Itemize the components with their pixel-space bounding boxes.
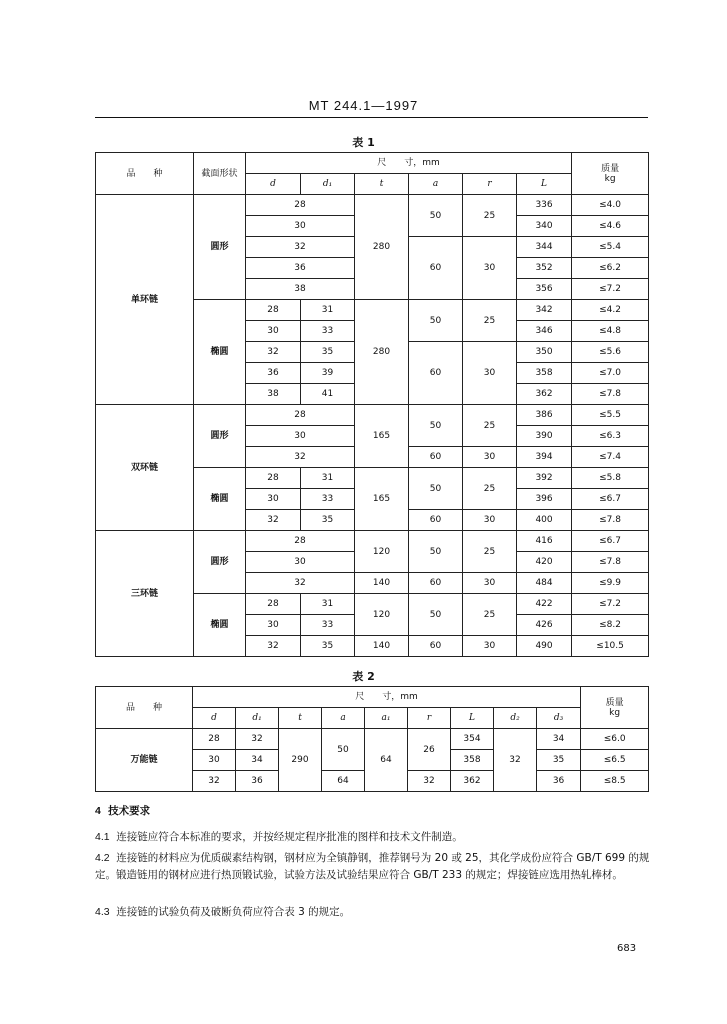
cell-mass: ≤7.2 [572,594,649,615]
cell-L: 336 [517,195,572,216]
cell-t: 280 [355,195,409,300]
cell-d: 38 [246,384,301,405]
cell-L: 386 [517,405,572,426]
cell-mass: ≤6.5 [581,750,649,771]
t2-col-d1: d₁ [236,708,279,729]
cell-mass: ≤7.2 [572,279,649,300]
cell-mass: ≤5.5 [572,405,649,426]
clause-4-1: 4.1 连接链应符合本标准的要求，并按经规定程序批准的图样和技术文件制造。 [95,831,463,843]
cell-L: 352 [517,258,572,279]
cell-d2: 32 [494,729,537,792]
t1-col-t: t [355,174,409,195]
cell-d: 32 [246,342,301,363]
cell-L: 490 [517,636,572,657]
cell-a: 50 [322,729,365,771]
variety-double: 双环链 [96,405,194,531]
cell-L: 420 [517,552,572,573]
variety-single: 单环链 [96,195,194,405]
cell-L: 354 [451,729,494,750]
cell-L: 362 [451,771,494,792]
t1-head-mass: 质量 kg [572,153,649,195]
cell-a: 50 [409,594,463,636]
cell-a: 60 [409,342,463,405]
cell-L: 390 [517,426,572,447]
cell-r: 25 [463,195,517,237]
cell-mass: ≤8.2 [572,615,649,636]
cell-mass: ≤7.4 [572,447,649,468]
cell-d1: 31 [301,300,355,321]
cell-a1: 64 [365,729,408,792]
cell-a: 60 [409,573,463,594]
cell-d1: 36 [236,771,279,792]
clause-4-2: 4.2 连接链的材料应为优质碳素结构钢，钢材应为全镇静钢，推荐钢号为 20 或 25，其化学成份应符合 GB/T 699 的规定。锻造链用的钢材应进行热顶锻试验，试验方法及试验结果应符合 GB/T 233 的规定；焊接链应选用热轧棒材。 [95,852,650,881]
cell-L: 342 [517,300,572,321]
cell-L: 392 [517,468,572,489]
cell-L: 356 [517,279,572,300]
cell-d1: 35 [301,342,355,363]
t1-col-a: a [409,174,463,195]
cell-d: 36 [246,258,355,279]
header-rule [95,117,648,118]
section-ellip: 椭圆 [194,300,246,405]
t2-col-a: a [322,708,365,729]
cell-mass: ≤6.7 [572,531,649,552]
variety-universal: 万能链 [96,729,193,792]
cell-d1: 34 [236,750,279,771]
cell-L: 396 [517,489,572,510]
cell-d: 30 [193,750,236,771]
cell-d: 30 [246,216,355,237]
cell-d: 32 [193,771,236,792]
cell-d: 28 [246,531,355,552]
t2-col-d2: d₂ [494,708,537,729]
cell-mass: ≤5.4 [572,237,649,258]
section-round: 圆形 [194,405,246,468]
cell-L: 344 [517,237,572,258]
cell-L: 346 [517,321,572,342]
cell-d: 32 [246,636,301,657]
cell-d3: 34 [537,729,581,750]
section-4-heading: 4 技术要求 [95,805,151,817]
table2-caption: 表 2 [352,670,375,683]
cell-d1: 31 [301,468,355,489]
cell-a: 60 [409,237,463,300]
cell-d: 36 [246,363,301,384]
cell-a: 50 [409,468,463,510]
cell-d3: 36 [537,771,581,792]
cell-mass: ≤6.3 [572,426,649,447]
cell-d: 28 [246,468,301,489]
cell-t: 140 [355,636,409,657]
cell-L: 340 [517,216,572,237]
cell-d: 32 [246,510,301,531]
table1 [95,152,649,657]
cell-mass: ≤7.8 [572,384,649,405]
t2-head-size: 尺 寸，mm [193,687,581,708]
page-number: 683 [617,943,637,954]
cell-a: 60 [409,447,463,468]
cell-t: 280 [355,300,409,405]
cell-L: 358 [517,363,572,384]
cell-r: 32 [408,771,451,792]
cell-d: 32 [246,447,355,468]
cell-d1: 39 [301,363,355,384]
cell-r: 30 [463,510,517,531]
cell-mass: ≤6.7 [572,489,649,510]
t2-head-mass: 质量 kg [581,687,649,729]
cell-d1: 41 [301,384,355,405]
cell-r: 30 [463,237,517,300]
cell-t: 165 [355,405,409,468]
cell-r: 25 [463,300,517,342]
cell-d: 28 [246,300,301,321]
cell-d: 30 [246,489,301,510]
cell-d1: 35 [301,636,355,657]
cell-mass: ≤4.6 [572,216,649,237]
cell-a: 50 [409,405,463,447]
cell-mass: ≤10.5 [572,636,649,657]
cell-mass: ≤9.9 [572,573,649,594]
cell-d3: 35 [537,750,581,771]
cell-L: 484 [517,573,572,594]
document-header: MT 244.1—1997 [308,98,419,113]
cell-a: 50 [409,300,463,342]
cell-d1: 31 [301,594,355,615]
cell-L: 416 [517,531,572,552]
t2-col-d: d [193,708,236,729]
cell-r: 30 [463,636,517,657]
cell-t: 120 [355,531,409,573]
cell-d: 30 [246,615,301,636]
cell-mass: ≤4.0 [572,195,649,216]
cell-mass: ≤4.2 [572,300,649,321]
cell-mass: ≤6.0 [581,729,649,750]
t1-col-L: L [517,174,572,195]
cell-a: 60 [409,636,463,657]
cell-mass: ≤7.0 [572,363,649,384]
t1-head-variety: 品 种 [96,153,194,195]
cell-r: 30 [463,342,517,405]
cell-d1: 33 [301,321,355,342]
cell-a: 60 [409,510,463,531]
cell-t: 120 [355,594,409,636]
cell-mass: ≤5.8 [572,468,649,489]
cell-d: 30 [246,321,301,342]
cell-mass: ≤4.8 [572,321,649,342]
cell-t: 140 [355,573,409,594]
cell-r: 25 [463,594,517,636]
cell-r: 25 [463,468,517,510]
cell-mass: ≤5.6 [572,342,649,363]
cell-mass: ≤7.8 [572,552,649,573]
cell-mass: ≤6.2 [572,258,649,279]
section-round: 圆形 [194,531,246,594]
table1-caption: 表 1 [352,136,375,149]
cell-d1: 35 [301,510,355,531]
cell-d1: 33 [301,489,355,510]
cell-t: 290 [279,729,322,792]
t1-col-d1: d₁ [301,174,355,195]
cell-d: 30 [246,426,355,447]
cell-r: 25 [463,405,517,447]
t2-col-t: t [279,708,322,729]
cell-a: 50 [409,531,463,573]
variety-triple: 三环链 [96,531,194,657]
cell-d: 28 [246,594,301,615]
section-ellip: 椭圆 [194,594,246,657]
section-ellip: 椭圆 [194,468,246,531]
cell-d: 28 [246,195,355,216]
cell-a: 50 [409,195,463,237]
cell-d: 32 [246,573,355,594]
cell-L: 350 [517,342,572,363]
t2-col-L: L [451,708,494,729]
cell-d: 38 [246,279,355,300]
t2-head-variety: 品 种 [96,687,193,729]
t2-col-r: r [408,708,451,729]
cell-d: 32 [246,237,355,258]
section-round: 圆形 [194,195,246,300]
cell-d: 28 [193,729,236,750]
cell-L: 394 [517,447,572,468]
cell-d1: 32 [236,729,279,750]
cell-L: 422 [517,594,572,615]
t1-head-section: 截面形状 [194,153,246,195]
cell-L: 358 [451,750,494,771]
cell-mass: ≤7.8 [572,510,649,531]
cell-a: 64 [322,771,365,792]
clause-4-3: 4.3 连接链的试验负荷及破断负荷应符合表 3 的规定。 [95,906,351,918]
t1-col-d: d [246,174,301,195]
cell-r: 30 [463,573,517,594]
t1-col-r: r [463,174,517,195]
cell-d: 30 [246,552,355,573]
cell-r: 26 [408,729,451,771]
cell-d: 28 [246,405,355,426]
cell-L: 362 [517,384,572,405]
cell-L: 426 [517,615,572,636]
t2-col-a1: a₁ [365,708,408,729]
cell-mass: ≤8.5 [581,771,649,792]
cell-r: 30 [463,447,517,468]
cell-r: 25 [463,531,517,573]
cell-L: 400 [517,510,572,531]
cell-t: 165 [355,468,409,531]
cell-d1: 33 [301,615,355,636]
table2 [95,686,649,792]
t2-col-d3: d₃ [537,708,581,729]
t1-head-size: 尺 寸，mm [246,153,572,174]
